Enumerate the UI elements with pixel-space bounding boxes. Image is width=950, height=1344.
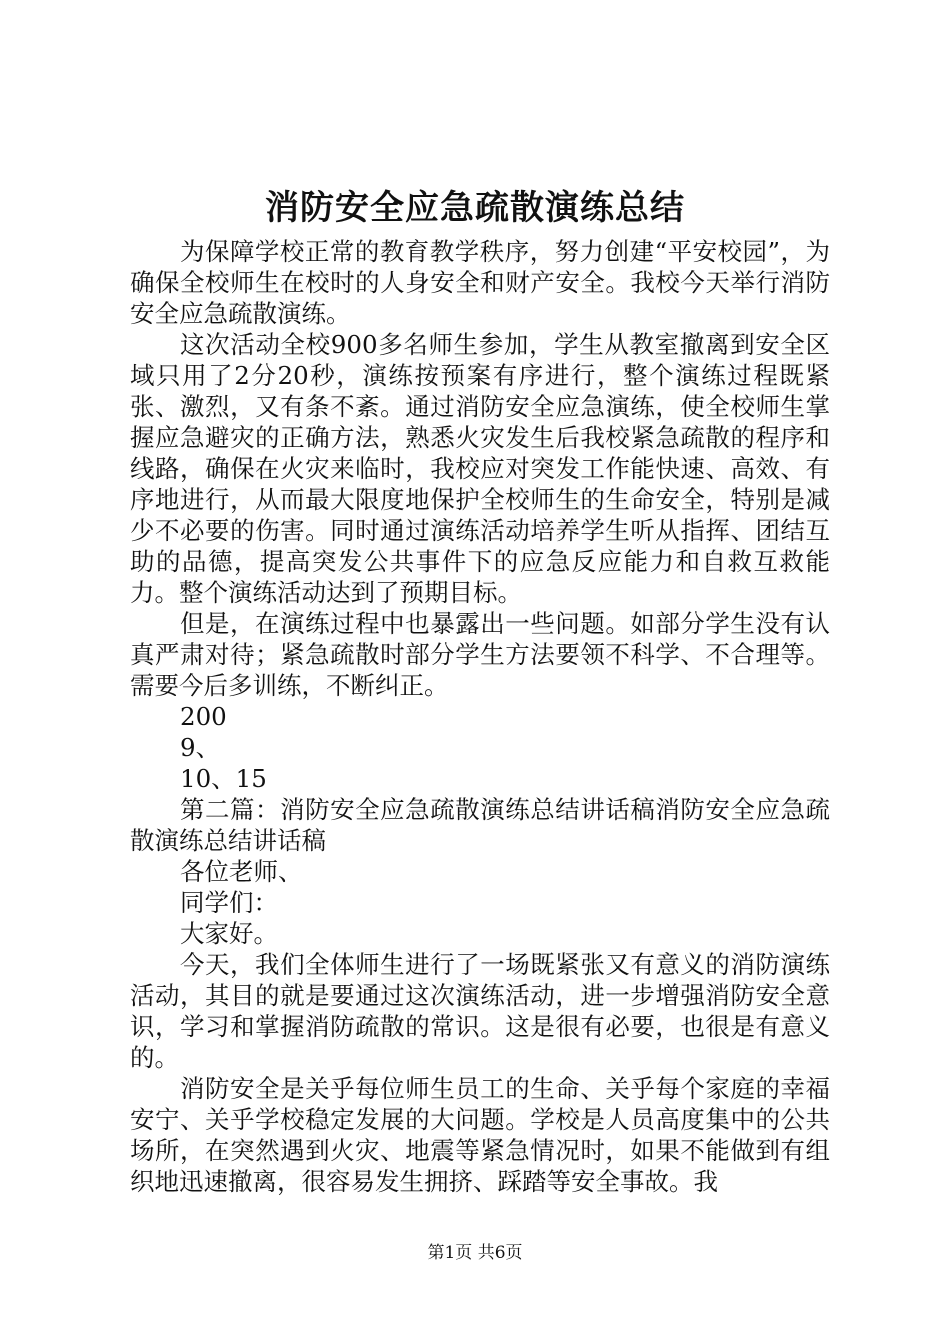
date-line-1: 200 [180, 702, 227, 731]
date-line-2: 9、 [180, 733, 221, 762]
paragraph-intro: 为保障学校正常的教育教学秩序，努力创建“平安校园”，为确保全校师生在校时的人身安全和财产安全。我校今天举行消防安全应急疏散演练。 [130, 237, 830, 328]
paragraph-problems: 但是，在演练过程中也暴露出一些问题。如部分学生没有认真严肃对待；紧急疏散时部分学生方法要领不科学、不合理等。需要今后多训练，不断纠正。 [130, 609, 830, 700]
date-line-3: 10、15 [180, 764, 267, 793]
document-title: 消防安全应急疏散演练总结 [265, 188, 685, 228]
greeting-teachers: 各位老师、 [180, 857, 303, 886]
paragraph-activity: 这次活动全校900多名师生参加，学生从教室撤离到安全区域只用了2分20秒，演练按预案有序进行，整个演练过程既紧张、激烈，又有条不紊。通过消防安全应急演练，使全校师生掌握应急避灾的正确方法，熟悉火灾发生后我校紧急疏散的程序和线路，确保在火灾来临时，我校应对突发工作能快速、高效、有序地进行，从而最大限度地保护全校师生的生命安全，特别是减少不必要的伤害。同时通过演练活动培养学生听从指挥、团结互助的品德，提高突发公共事件下的应急反应能力和自救互救能力。整个演练活动达到了预期目标。 [130, 330, 830, 607]
page-number: 第1页 共6页 [427, 1243, 523, 1263]
paragraph-today: 今天，我们全体师生进行了一场既紧张又有意义的消防演练活动，其目的就是要通过这次演练活动，进一步增强消防安全意识，学习和掌握消防疏散的常识。这是很有必要，也很是有意义的。 [130, 950, 830, 1072]
paragraph-safety: 消防安全是关乎每位师生员工的生命、关乎每个家庭的幸福安宁、关乎学校稳定发展的大问题。学校是人员高度集中的公共场所，在突然遇到火灾、地震等紧急情况时，如果不能做到有组织地迅速撤离，很容易发生拥挤、踩踏等安全事故。我 [130, 1074, 830, 1196]
document-body [130, 236, 830, 1197]
greeting-students: 同学们： [180, 888, 278, 917]
greeting-hello: 大家好。 [180, 919, 278, 948]
paragraph-second-title: 第二篇：消防安全应急疏散演练总结讲话稿消防安全应急疏散演练总结讲话稿 [130, 795, 830, 855]
